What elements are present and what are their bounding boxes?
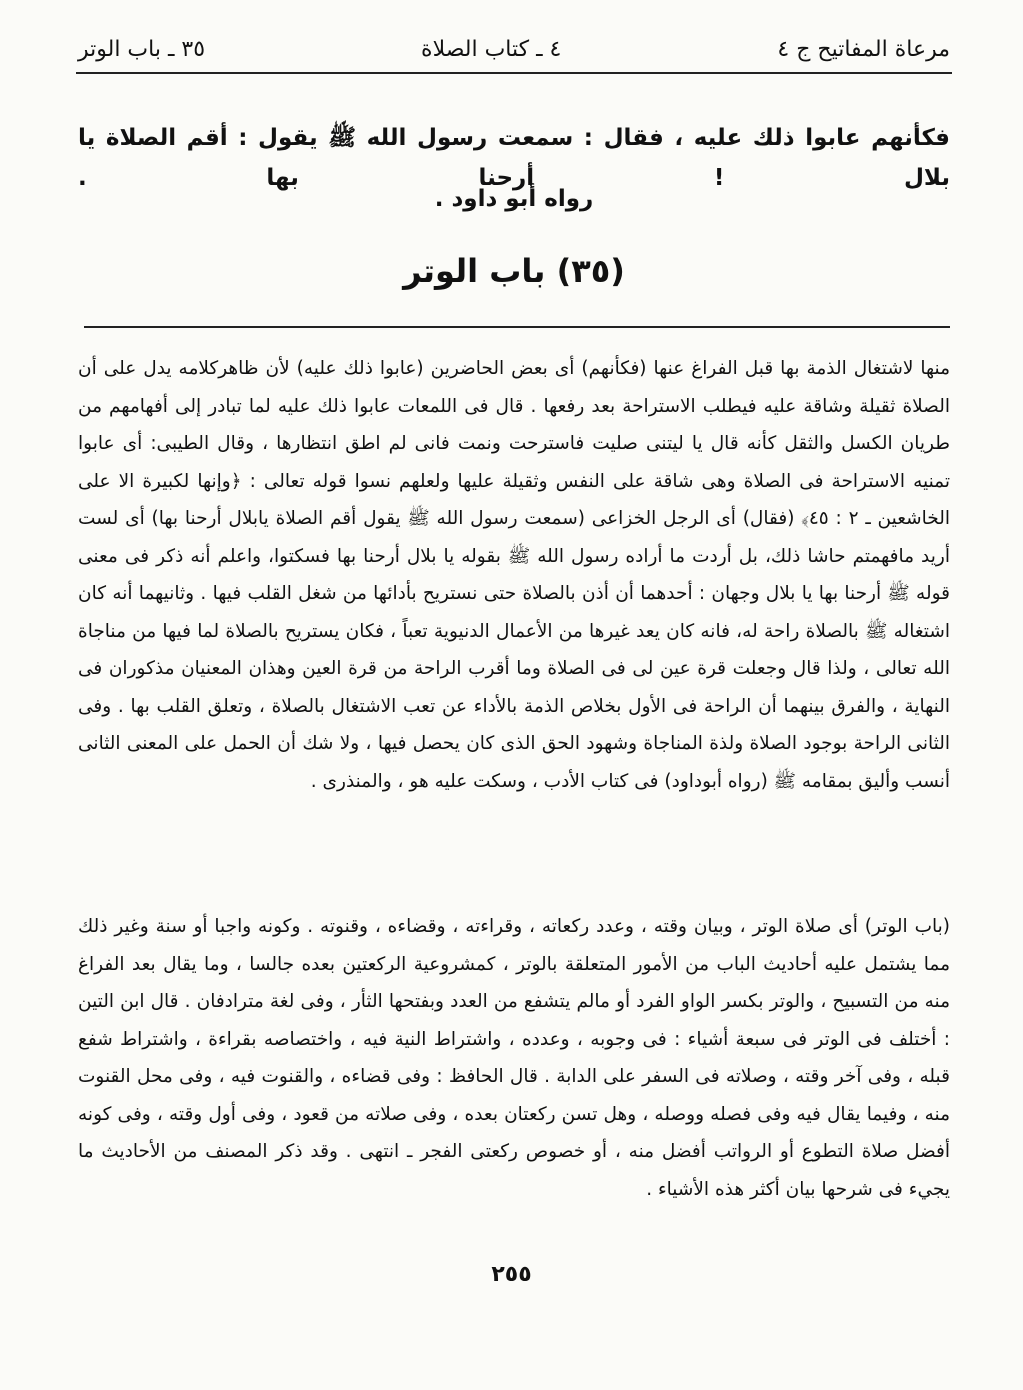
section-divider <box>84 326 950 328</box>
header-section: ٤ ـ كتاب الصلاة <box>421 36 562 62</box>
running-header <box>78 30 950 68</box>
header-divider <box>76 72 952 74</box>
commentary-block-2 <box>78 908 950 1208</box>
header-book-volume: مرعاة المفاتيح ج ٤ <box>777 36 950 62</box>
header-chapter: ٣٥ ـ باب الوتر <box>78 36 206 62</box>
commentary-block-1 <box>78 350 950 800</box>
commentary-paragraph: (باب الوتر) أى صلاة الوتر ، وبيان وقته ، وعدد ركعاته ، وقراءته ، وقضاءه ، وقنوته . وكونه واجبا أو سنة وغير ذلك مما يشتمل عليه أحاديث الباب من الأمور المتعلقة بالوتر ، كمشروعية الركعتين بعده جالسا ، وما يقال بعد الفراغ منه من التسبيح ، والوتر بكسر الواو الفرد أو مالم يتشفع من العدد وبفتحها الثأر ، وفى لغة مترادفان . قال ابن التين : أختلف فى الوتر فى سبعة أشياء : فى وجوبه ، وعدده ، واشتراط النية فيه ، واختصاصه بقراءة ، واشتراط شفع قبله ، وفى آخر وقته ، وصلاته فى السفر على الدابة . قال الحافظ : وفى قضاءه ، والقنوت فيه ، وفى محل القنوت منه ، وفيما يقال فيه وفى فصله ووصله ، وهل تسن ركعتان بعده ، وفى صلاته من قعود ، وفى أول وقته ، وفى كونه أفضل صلاة التطوع أو الرواتب أفضل منه ، أو خصوص ركعتى الفجر ـ انتهى . وقد ذكر المصنف من الأحاديث ما يجيء فى شرحها بيان أكثر هذه الأشياء . <box>78 916 950 1200</box>
page-number: ٢٥٥ <box>491 1262 532 1287</box>
commentary-paragraph: منها لاشتغال الذمة بها قبل الفراغ عنها (فكأنهم) أى بعض الحاضرين (عابوا ذلك عليه) لأن ظاهركلامه يدل على أن الصلاة ثقيلة وشاقة عليه فيطلب الاستراحة بعد رفعها . قال فى اللمعات عابوا ذلك عليه لما تبادر إلى أفهامهم من طريان الكسل والثقل كأنه قال يا ليتنى صليت فاسترحت ونمت فانى لم اطق انتظارها ، وقال الطيبى: أى عابوا تمنيه الاستراحة فى الصلاة وهى شاقة على النفس وثقيلة عليها ولعلهم نسوا قوله تعالى : ﴿وإنها لكبيرة الا على الخاشعين ـ ٢ : ٤٥﴾ (فقال) أى الرجل الخزاعى (سمعت رسول الله ﷺ يقول أقم الصلاة يابلال أرحنا بها) أى لست أريد مافهمتم حاشا ذلك، بل أردت ما أراده رسول الله ﷺ بقوله يا بلال أرحنا بها فسكتوا، واعلم أنه ذكر فى معنى قوله ﷺ أرحنا بها يا بلال وجهان : أحدهما أن أذن بالصلاة حتى نستريح بأدائها من شغل القلب فيها . وثانيهما أنه كان اشتغاله ﷺ بالصلاة راحة له، فانه كان يعد غيرها من الأعمال الدنيوية تعباً ، فكان يستريح بالصلاة لما فيها من مناجاة الله تعالى ، ولذا قال وجعلت قرة عين لى فى الصلاة وما أقرب الراحة من قرة العين وهذان المعنيان مذكوران فى النهاية ، والفرق بينهما أن الراحة فى الأول بخلاص الذمة بالأداء عن تعب الاشتغال بالصلاة ، وتعلق القلب بها . وفى الثانى الراحة بوجود الصلاة ولذة المناجاة وشهود الحق الذى كان يحصل فيها ، ولا شك أن الحمل على المعنى الثانى أنسب وأليق بمقامه ﷺ (رواه أبوداود) فى كتاب الأدب ، وسكت عليه هو ، والمنذرى . <box>78 358 951 792</box>
chapter-title: (٣٥) باب الوتر <box>403 252 625 290</box>
hadith-ending: فكأنهم عابوا ذلك عليه ، فقال : سمعت رسول الله ﷺ يقول : أقم الصلاة يا بلال ! أرحنا بها . <box>78 125 950 191</box>
hadith-narrator: رواه أبو داود . <box>434 186 594 212</box>
